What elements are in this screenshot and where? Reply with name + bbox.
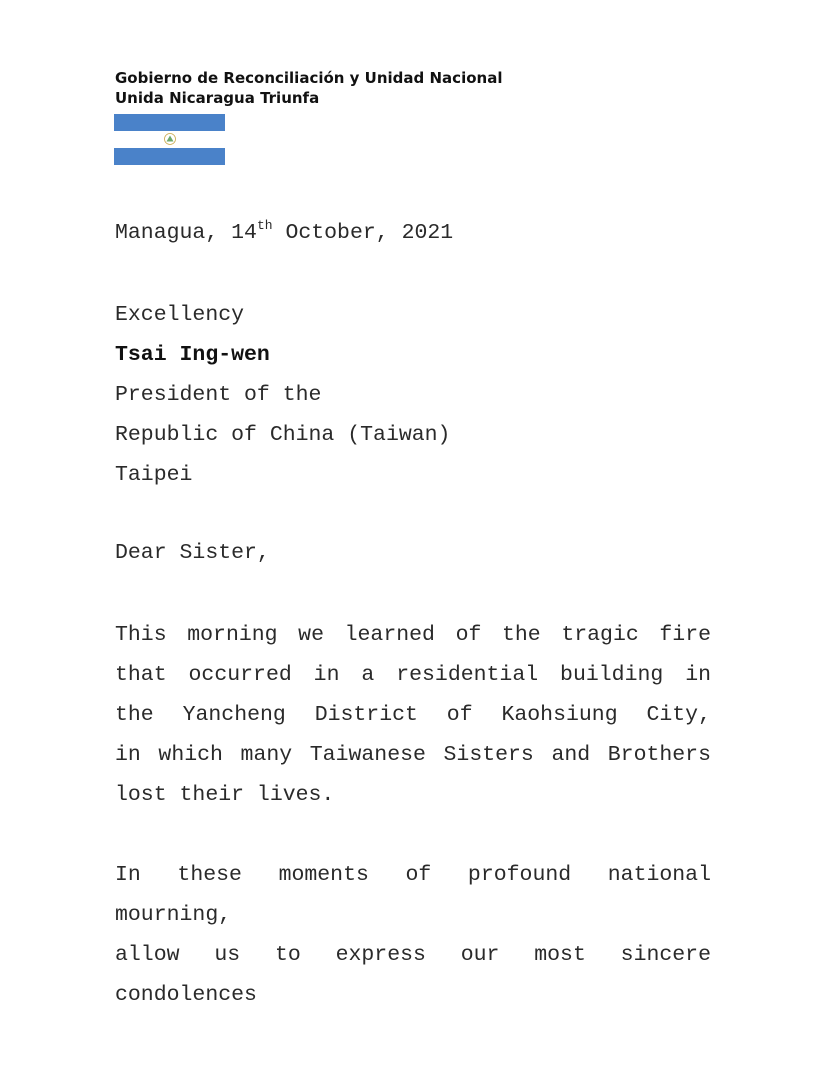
recipient-honorific: Excellency <box>115 303 245 327</box>
nicaragua-flag <box>114 114 225 165</box>
flag-stripe-bottom <box>114 148 225 165</box>
government-slogan: Unida Nicaragua Triunfa <box>115 89 320 107</box>
recipient-name: Tsai Ing-wen <box>115 343 270 367</box>
letterhead <box>115 68 502 108</box>
paragraph-1-line: the Yancheng District of Kaohsiung City, <box>115 703 711 727</box>
salutation: Dear Sister, <box>115 541 270 565</box>
paragraph-1-line: in which many Taiwanese Sisters and Brothers <box>115 743 711 767</box>
date-ordinal: th <box>256 218 273 233</box>
date-prefix: Managua, 14 <box>115 221 257 245</box>
flag-stripe-top <box>114 114 225 131</box>
paragraph-1-line: lost their lives. <box>115 783 335 807</box>
recipient-city: Taipei <box>115 463 193 487</box>
paragraph-2-line: In these moments of profound national mourning, <box>115 863 711 927</box>
recipient-title-line-2: Republic of China (Taiwan) <box>115 423 451 447</box>
paragraph-1-line: that occurred in a residential building in <box>115 663 711 687</box>
government-name: Gobierno de Reconciliación y Unidad Nacional <box>115 69 503 87</box>
recipient-address <box>115 295 711 495</box>
flag-emblem-icon <box>163 132 177 146</box>
letter-date <box>115 218 711 248</box>
date-rest: October, 2021 <box>272 221 454 245</box>
paragraph-1 <box>115 615 711 815</box>
paragraph-1-line: This morning we learned of the tragic fire <box>115 623 711 647</box>
recipient-title-line-1: President of the <box>115 383 322 407</box>
paragraph-2-line: allow us to express our most sincere condolences <box>115 943 711 1007</box>
paragraph-2 <box>115 855 711 1015</box>
